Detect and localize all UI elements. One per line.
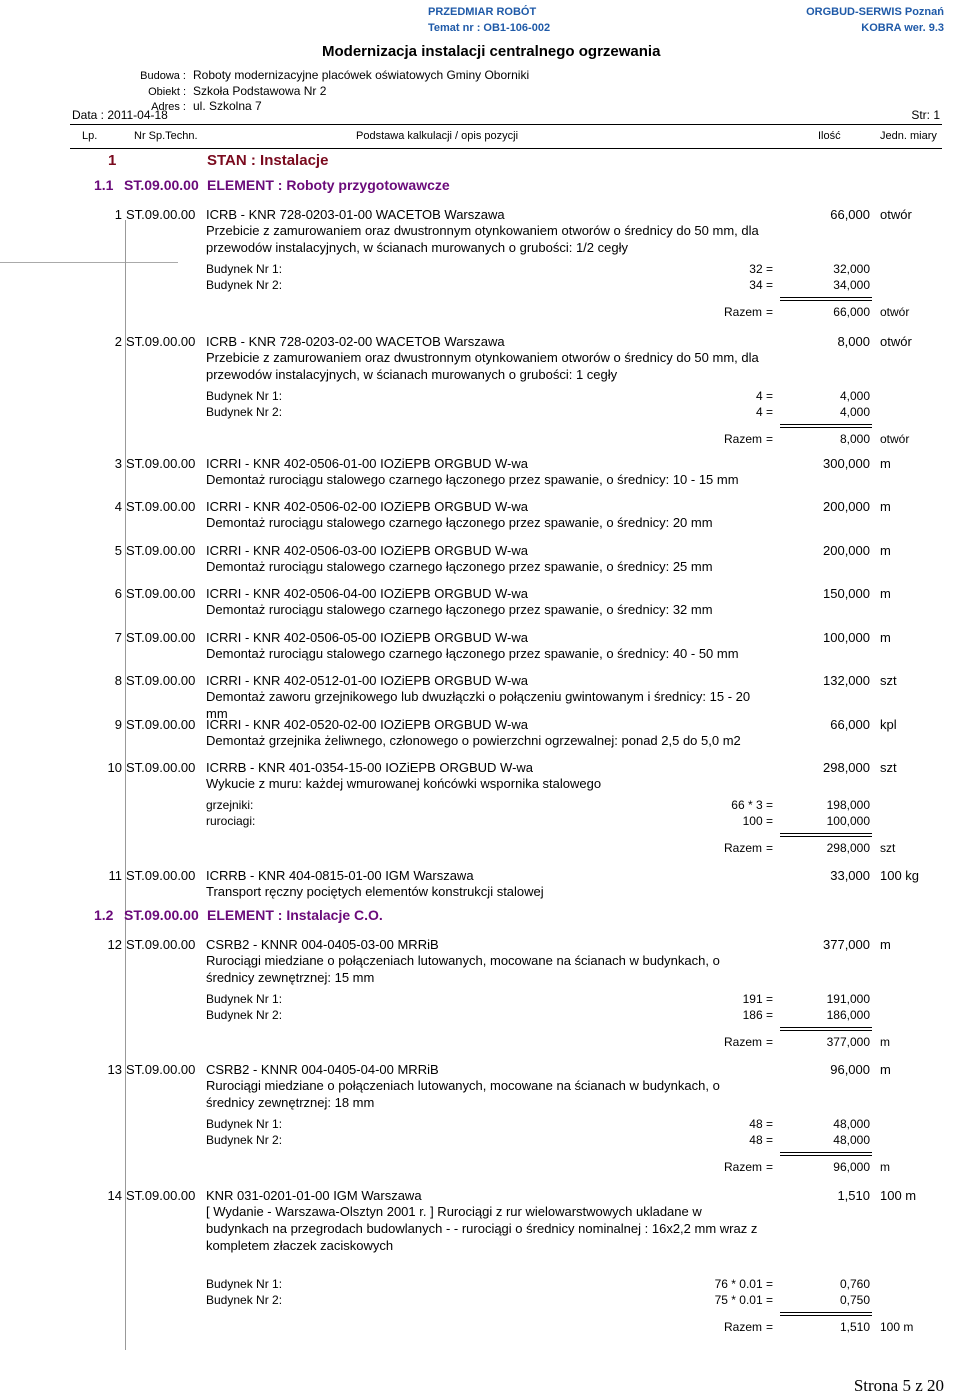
razem-label: Razem: [724, 1160, 763, 1174]
page-number: Str: 1: [911, 108, 940, 122]
calc-expr: 76 * 0.01 =: [714, 1277, 773, 1291]
item-description: Demontaż rurociągu stalowego czarnego łączonego przez spawanie, o średnicy: 32 mm: [206, 602, 713, 617]
razem-unit: m: [880, 1160, 890, 1174]
razem-label: Razem: [724, 1320, 763, 1334]
element-code: ST.09.00.00: [124, 177, 199, 193]
item-code: ST.09.00.00: [126, 207, 196, 222]
item-code: ST.09.00.00: [126, 760, 196, 775]
element-num: 1.1: [94, 177, 114, 193]
item-code: ST.09.00.00: [126, 868, 196, 883]
stan-label: STAN : Instalacje: [207, 152, 329, 169]
razem-value: 298,000: [826, 841, 870, 855]
razem-value: 1,510: [839, 1320, 870, 1334]
calc-label: rurociagi:: [206, 814, 256, 828]
header-topic: Temat nr : OB1-106-002: [428, 22, 551, 34]
item-unit: otwór: [880, 334, 912, 349]
razem-unit: szt: [880, 841, 896, 855]
item-basis: ICRRI - KNR 402-0506-03-00 IOZiEPB ORGBUD W-wa: [206, 543, 528, 558]
header-company: ORGBUD-SERWIS Poznań: [806, 6, 944, 18]
header-version: KOBRA wer. 9.3: [861, 22, 944, 34]
item-unit: m: [880, 543, 891, 558]
col-lp: Lp.: [82, 130, 98, 142]
item-qty: 150,000: [823, 586, 870, 601]
item-code: ST.09.00.00: [126, 1062, 196, 1077]
calc-label: Budynek Nr 1:: [206, 262, 283, 276]
razem-unit: otwór: [880, 432, 910, 446]
calc-label: Budynek Nr 2:: [206, 1008, 283, 1022]
item-description: Wykucie z muru: każdej wmurowanej końcówki wspornika stalowego: [206, 776, 602, 791]
calc-value: 4,000: [839, 405, 870, 419]
calc-expr: 34 =: [749, 278, 773, 292]
calc-expr: 191 =: [742, 992, 773, 1006]
calc-expr: 4 =: [755, 389, 773, 403]
item-unit: szt: [880, 760, 897, 775]
item-lp: 4: [114, 499, 122, 514]
calc-expr: 4 =: [755, 405, 773, 419]
budowa-value: Roboty modernizacyjne placówek oświatowych Gminy Oborniki: [193, 68, 530, 82]
razem-eq: =: [766, 1320, 774, 1334]
calc-value: 100,000: [826, 814, 870, 828]
calc-expr: 66 * 3 =: [731, 798, 773, 812]
item-description: Rurociągi miedziane o połączeniach lutowanych, mocowane na ścianach w budynkach, o średnicy zewnętrznej: 18 mm: [206, 1078, 720, 1110]
sum-rule: [780, 1312, 872, 1316]
calc-value: 191,000: [826, 992, 870, 1006]
razem-eq: =: [766, 305, 774, 319]
item-description: Demontaż grzejnika żeliwnego, członowego o powierzchni ogrzewalnej: ponad 2,5 do 5,0 m2: [206, 733, 741, 748]
item-qty: 298,000: [823, 760, 870, 775]
calc-label: Budynek Nr 1:: [206, 389, 283, 403]
stan-num: 1: [108, 152, 117, 169]
calc-expr: 186 =: [742, 1008, 773, 1022]
item-unit: kpl: [880, 717, 897, 732]
item-qty: 100,000: [823, 630, 870, 645]
sum-rule: [780, 1027, 872, 1031]
item-code: ST.09.00.00: [126, 499, 196, 514]
item-basis: CSRB2 - KNNR 004-0405-03-00 MRRiB: [206, 937, 439, 952]
item-description: [ Wydanie - Warszawa-Olsztyn 2001 r. ] Rurociągi z rur wielowarstwowych ukladane w budynkach na przegrodach budowlanych - - rurociągi o średnicy nominalnej : 16x2,2 mm wraz z kompletem złaczek zaciskowych: [206, 1204, 758, 1253]
item-basis: ICRRB - KNR 401-0354-15-00 IOZiEPB ORGBUD W-wa: [206, 760, 534, 775]
item-code: ST.09.00.00: [126, 630, 196, 645]
header-doc-type: PRZEDMIAR ROBÓT: [428, 6, 537, 18]
item-basis: ICRRI - KNR 402-0506-02-00 IOZiEPB ORGBUD W-wa: [206, 499, 528, 514]
item-unit: szt: [880, 673, 897, 688]
element-code: ST.09.00.00: [124, 907, 199, 923]
item-code: ST.09.00.00: [126, 543, 196, 558]
item-code: ST.09.00.00: [126, 456, 196, 471]
calc-label: Budynek Nr 1:: [206, 1117, 283, 1131]
item-code: ST.09.00.00: [126, 586, 196, 601]
sum-rule: [780, 424, 872, 428]
item-code: ST.09.00.00: [126, 1188, 196, 1203]
item-unit: m: [880, 586, 891, 601]
date-label: Data : 2011-04-18: [72, 108, 168, 122]
adres-label: Adres :: [151, 101, 186, 113]
item-lp: 6: [114, 586, 122, 601]
razem-value: 8,000: [839, 432, 870, 446]
calc-expr: 100 =: [742, 814, 773, 828]
calc-value: 32,000: [833, 262, 870, 276]
item-qty: 200,000: [823, 499, 870, 514]
item-lp: 3: [114, 456, 122, 471]
item-qty: 300,000: [823, 456, 870, 471]
item-unit: 100 m: [880, 1188, 917, 1203]
item-basis: ICRRI - KNR 402-0512-01-00 IOZiEPB ORGBUD W-wa: [206, 673, 528, 688]
item-lp: 1: [114, 207, 122, 222]
item-qty: 96,000: [830, 1062, 870, 1077]
item-lp: 5: [114, 543, 122, 558]
item-basis: ICRB - KNR 728-0203-02-00 WACETOB Warszawa: [206, 334, 505, 349]
calc-label: Budynek Nr 2:: [206, 1133, 283, 1147]
sum-rule: [780, 1152, 872, 1156]
item-code: ST.09.00.00: [126, 937, 196, 952]
item-lp: 10: [107, 760, 122, 775]
item-qty: 200,000: [823, 543, 870, 558]
item-description: Przebicie z zamurowaniem oraz dwustronnym otynkowaniem otworów o średnicy do 50 mm, dla przewodów instalacyjnych, w ścianach murowanych o grubości: 1/2 cegły: [206, 223, 759, 255]
calc-value: 0,750: [839, 1293, 870, 1307]
col-jedn: Jedn. miary: [880, 130, 937, 142]
item-unit: m: [880, 456, 891, 471]
razem-unit: m: [880, 1035, 890, 1049]
item-basis: CSRB2 - KNNR 004-0405-04-00 MRRiB: [206, 1062, 439, 1077]
item-basis: ICRRB - KNR 404-0815-01-00 IGM Warszawa: [206, 868, 474, 883]
item-basis: KNR 031-0201-01-00 IGM Warszawa: [206, 1188, 422, 1203]
item-unit: m: [880, 630, 891, 645]
col-nr: Nr Sp.Techn.: [134, 130, 198, 142]
item-basis: ICRRI - KNR 402-0506-05-00 IOZiEPB ORGBUD W-wa: [206, 630, 528, 645]
item-qty: 66,000: [830, 717, 870, 732]
item-description: Transport ręczny pociętych elementów konstrukcji stalowej: [206, 884, 544, 899]
item-basis: ICRRI - KNR 402-0506-04-00 IOZiEPB ORGBUD W-wa: [206, 586, 528, 601]
item-lp: 7: [114, 630, 122, 645]
item-description: Przebicie z zamurowaniem oraz dwustronnym otynkowaniem otworów o średnicy do 50 mm, dla przewodów instalacyjnych, w ścianach murowanych o grubości: 1 cegły: [206, 350, 759, 382]
calc-label: Budynek Nr 1:: [206, 1277, 283, 1291]
element-label: ELEMENT : Roboty przygotowawcze: [207, 177, 450, 193]
item-description: Demontaż rurociągu stalowego czarnego łączonego przez spawanie, o średnicy: 20 mm: [206, 515, 713, 530]
item-unit: 100 kg: [880, 868, 920, 883]
item-lp: 12: [107, 937, 122, 952]
item-description: Demontaż rurociągu stalowego czarnego łączonego przez spawanie, o średnicy: 10 - 15 mm: [206, 472, 739, 487]
item-qty: 33,000: [830, 868, 870, 883]
item-qty: 66,000: [830, 207, 870, 222]
razem-label: Razem: [724, 305, 763, 319]
item-qty: 132,000: [823, 673, 870, 688]
item-basis: ICRRI - KNR 402-0506-01-00 IOZiEPB ORGBUD W-wa: [206, 456, 528, 471]
razem-label: Razem: [724, 432, 763, 446]
razem-unit: otwór: [880, 305, 910, 319]
item-lp: 14: [107, 1188, 122, 1203]
item-lp: 8: [114, 673, 122, 688]
calc-label: Budynek Nr 2:: [206, 278, 283, 292]
item-description: Demontaż rurociągu stalowego czarnego łączonego przez spawanie, o średnicy: 40 - 50 mm: [206, 646, 739, 661]
calc-value: 186,000: [826, 1008, 870, 1022]
item-code: ST.09.00.00: [126, 717, 196, 732]
item-unit: otwór: [880, 207, 912, 222]
calc-label: grzejniki:: [206, 798, 254, 812]
calc-expr: 75 * 0.01 =: [714, 1293, 773, 1307]
razem-label: Razem: [724, 841, 763, 855]
item-code: ST.09.00.00: [126, 673, 196, 688]
razem-value: 377,000: [826, 1035, 870, 1049]
razem-value: 66,000: [833, 305, 870, 319]
razem-eq: =: [766, 841, 774, 855]
calc-value: 48,000: [833, 1133, 870, 1147]
item-lp: 2: [114, 334, 122, 349]
calc-value: 48,000: [833, 1117, 870, 1131]
razem-value: 96,000: [833, 1160, 870, 1174]
adres-value: ul. Szkolna 7: [193, 99, 262, 113]
razem-label: Razem: [724, 1035, 763, 1049]
calc-expr: 32 =: [749, 262, 773, 276]
obiekt-label: Obiekt :: [148, 86, 186, 98]
item-unit: m: [880, 937, 891, 952]
page-footer: Strona 5 z 20: [853, 1376, 944, 1395]
item-description: Demontaż rurociągu stalowego czarnego łączonego przez spawanie, o średnicy: 25 mm: [206, 559, 713, 574]
calc-value: 198,000: [826, 798, 870, 812]
budowa-label: Budowa :: [140, 70, 186, 82]
item-qty: 1,510: [837, 1188, 870, 1203]
calc-value: 0,760: [839, 1277, 870, 1291]
element-num: 1.2: [94, 907, 114, 923]
item-basis: ICRRI - KNR 402-0520-02-00 IOZiEPB ORGBUD W-wa: [206, 717, 528, 732]
calc-expr: 48 =: [749, 1133, 773, 1147]
item-qty: 377,000: [823, 937, 870, 952]
razem-eq: =: [766, 432, 774, 446]
item-description: Demontaż zaworu grzejnikowego lub dwuzłączki o połączeniu gwintowanym i średnicy: 15 - 20 mm: [206, 689, 751, 721]
item-qty: 8,000: [837, 334, 870, 349]
col-podstawa: Podstawa kalkulacji / opis pozycji: [356, 130, 519, 142]
item-lp: 13: [107, 1062, 122, 1077]
razem-eq: =: [766, 1035, 774, 1049]
sum-rule: [780, 297, 872, 301]
item-description: Rurociągi miedziane o połączeniach lutowanych, mocowane na ścianach w budynkach, o średnicy zewnętrznej: 15 mm: [206, 953, 720, 985]
item-code: ST.09.00.00: [126, 334, 196, 349]
page-title: Modernizacja instalacji centralnego ogrzewania: [322, 43, 661, 60]
item-lp: 9: [114, 717, 122, 732]
item-basis: ICRB - KNR 728-0203-01-00 WACETOB Warszawa: [206, 207, 505, 222]
razem-eq: =: [766, 1160, 774, 1174]
razem-unit: 100 m: [880, 1320, 914, 1334]
sum-rule: [780, 833, 872, 837]
item-lp: 11: [108, 868, 122, 883]
obiekt-value: Szkoła Podstawowa Nr 2: [193, 84, 327, 98]
calc-value: 4,000: [839, 389, 870, 403]
calc-value: 34,000: [833, 278, 870, 292]
item-unit: m: [880, 1062, 891, 1077]
calc-label: Budynek Nr 2:: [206, 1293, 283, 1307]
col-ilosc: Ilość: [818, 130, 841, 142]
item-unit: m: [880, 499, 891, 514]
calc-label: Budynek Nr 1:: [206, 992, 283, 1006]
element-label: ELEMENT : Instalacje C.O.: [207, 907, 383, 923]
calc-expr: 48 =: [749, 1117, 773, 1131]
calc-label: Budynek Nr 2:: [206, 405, 283, 419]
